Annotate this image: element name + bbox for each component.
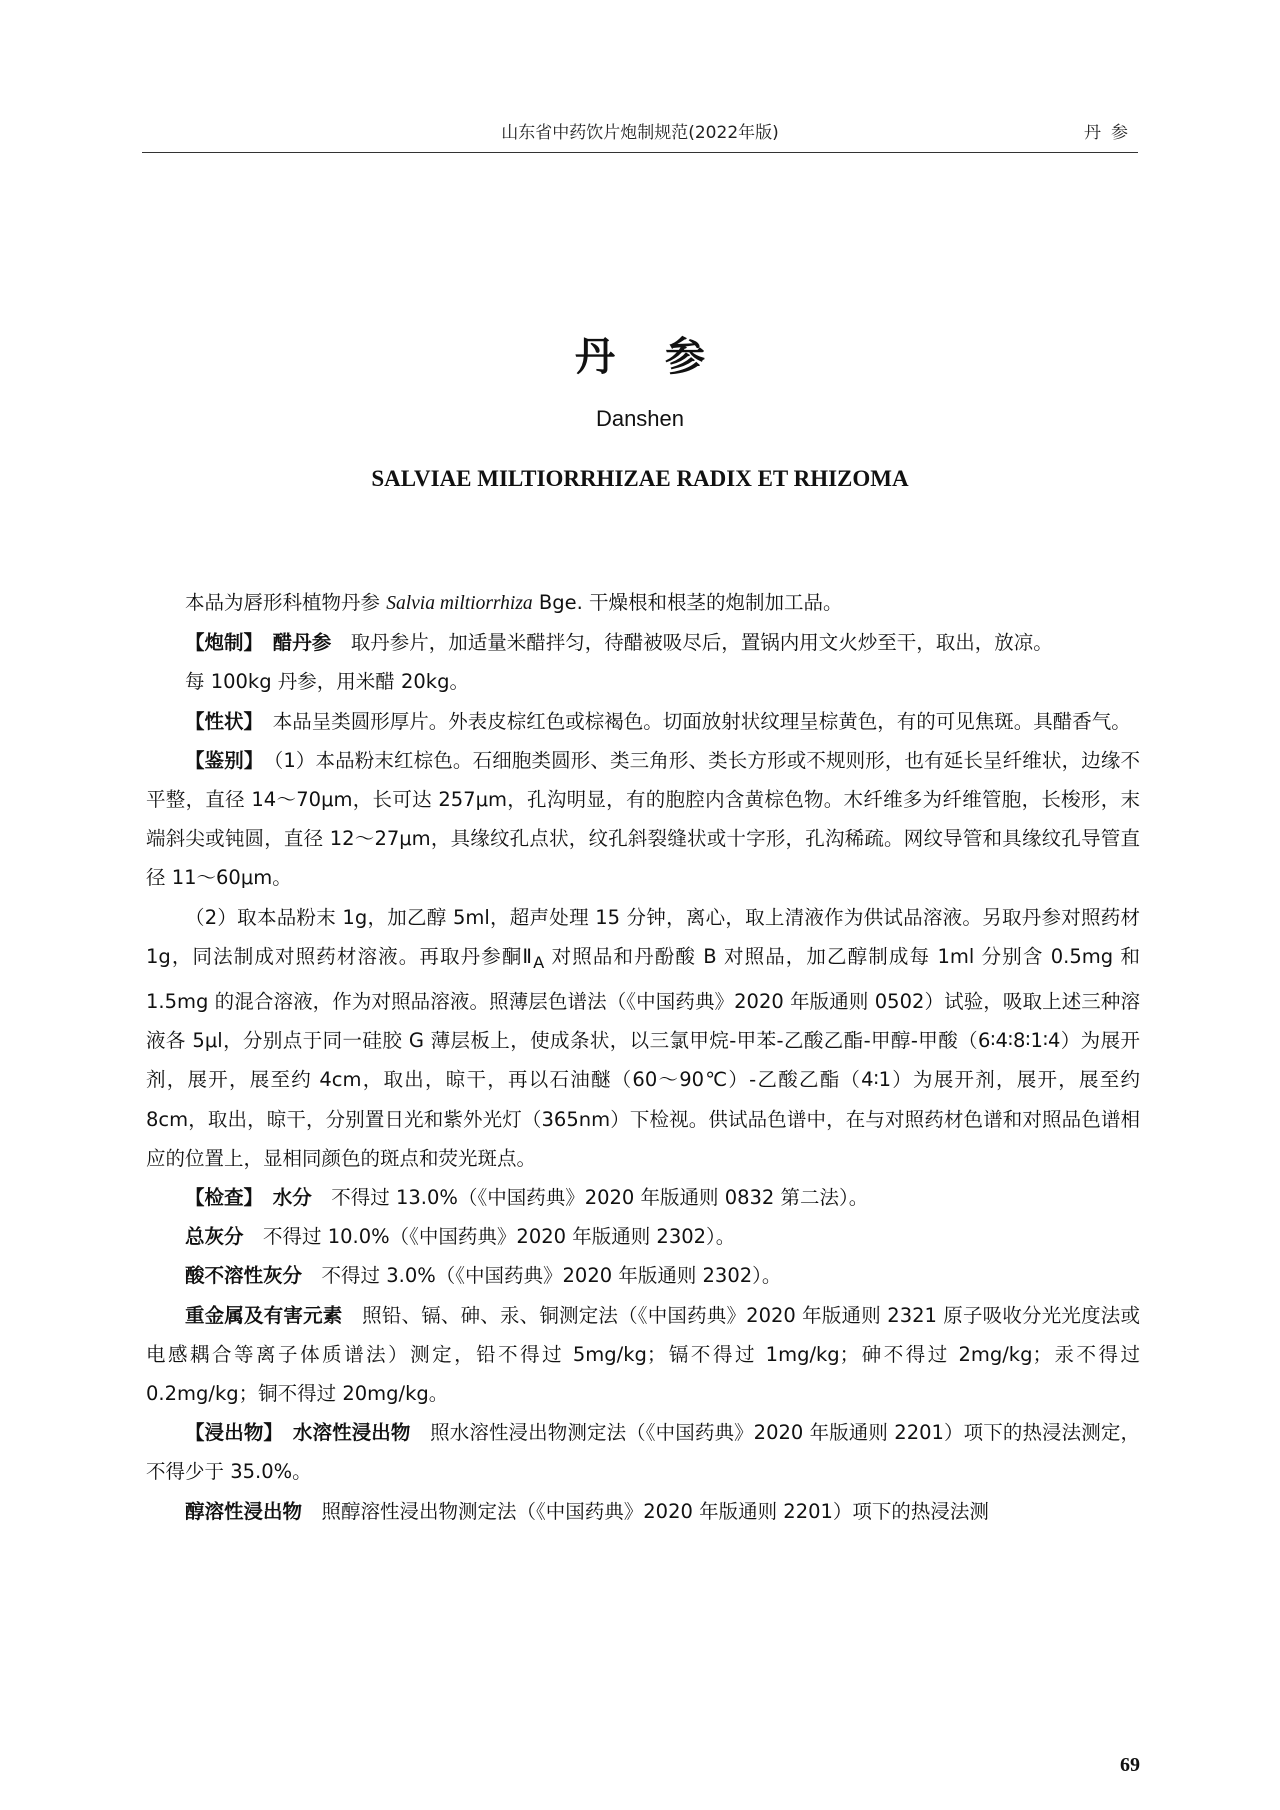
total-ash-text: 不得过 10.0%（《中国药典》2020 年版通则 2302）。	[243, 1225, 736, 1249]
description-text: 本品呈类圆形厚片。外表皮棕红色或棕褐色。切面放射状纹理呈棕黄色，有的可见焦斑。具醋香气。	[253, 709, 1131, 733]
acid-ash-term: 酸不溶性灰分	[185, 1264, 303, 1288]
intro-before: 本品为唇形科植物丹参	[185, 591, 387, 614]
monograph-pinyin: Danshen	[595, 406, 685, 431]
intro-paragraph	[146, 583, 1140, 623]
identification-paragraph-2	[146, 898, 1140, 1178]
extract-water	[146, 1413, 1140, 1491]
processing-ratio: 每 100kg 丹参，用米醋 20kg。	[185, 670, 469, 694]
running-head	[142, 112, 1138, 142]
identification-item-2a: （2）取本品粉末 1g，加乙醇 5ml，超声处理 15 分钟，离心，取上清液作为供试品溶液。另取丹参对照药材 1g，同法制成对照药材溶液。再取丹参酮Ⅱ	[146, 905, 1140, 968]
total-ash-term: 总灰分	[185, 1225, 244, 1249]
water-extract-term: 水溶性浸出物	[292, 1421, 411, 1445]
monograph-body	[146, 583, 1140, 1531]
intro-after: Bge. 干燥根和根茎的炮制加工品。	[532, 591, 843, 614]
processing-paragraph	[146, 623, 1140, 662]
examination-total-ash	[146, 1217, 1140, 1256]
examination-label: 【检查】	[185, 1185, 254, 1209]
description-label: 【性状】	[185, 709, 254, 733]
examination-metals	[146, 1296, 1140, 1414]
processing-label: 【炮制】	[185, 631, 254, 655]
extract-alcohol	[146, 1492, 1140, 1531]
monograph-latin-name: SALVIAE MILTIORRHIZAE RADIX ET RHIZOMA	[371, 466, 909, 491]
description-paragraph	[146, 702, 1140, 741]
examination-acid-ash	[146, 1256, 1140, 1295]
processing-text: 取丹参片，加适量米醋拌匀，待醋被吸尽后，置锅内用文火炒至干，取出，放凉。	[331, 631, 1053, 655]
alcohol-extract-term: 醇溶性浸出物	[185, 1499, 303, 1523]
identification-label: 【鉴别】	[185, 748, 254, 772]
alcohol-extract-text: 照醇溶性浸出物测定法（《中国药典》2020 年版通则 2201）项下的热浸法测	[302, 1499, 989, 1523]
identification-subscript: A	[533, 952, 545, 972]
species-name: Salvia miltiorrhiza	[386, 593, 533, 614]
acid-ash-text: 不得过 3.0%（《中国药典》2020 年版通则 2302）。	[302, 1264, 782, 1288]
water-extract-text: 照水溶性浸出物测定法（《中国药典》2020 年版通则 2201）项下的热浸法测定，不得少于 35.0%。	[146, 1421, 1140, 1484]
water-text: 不得过 13.0%（《中国药典》2020 年版通则 0832 第二法）。	[311, 1185, 869, 1209]
processing-term: 醋丹参	[272, 631, 332, 655]
running-section-title: 丹参	[1084, 123, 1138, 143]
water-term: 水分	[272, 1185, 312, 1209]
metals-term: 重金属及有害元素	[185, 1303, 343, 1327]
page-number: 69	[1120, 1754, 1140, 1776]
extract-label: 【浸出物】	[185, 1421, 274, 1445]
book-title: 山东省中药饮片炮制规范(2022年版)	[501, 123, 779, 143]
identification-item-2b: 对照品和丹酚酸 B 对照品，加乙醇制成每 1ml 分别含 0.5mg 和 1.5mg 的混合溶液，作为对照品溶液。照薄层色谱法（《中国药典》2020 年版通则 0502）试验，吸取上述三种溶液各 5μl，分别点于同一硅胶 G 薄层板上，使成条状，以三氯甲烷-甲苯-乙酸乙酯-甲醇-甲酸（6∶4∶8∶1∶4）为展开剂，展开，展至约 4cm，取出，晾干，再以石油醚（60～90℃）-乙酸乙酯（4∶1）为展开剂，展开，展至约 8cm，取出，晾干，分别置日光和紫外光灯（365nm）下检视。供试品色谱中，在与对照药材色谱和对照品色谱相应的位置上，显相同颜色的斑点和荧光斑点。	[146, 944, 1140, 1170]
examination-water	[146, 1178, 1140, 1217]
metals-text: 照铅、镉、砷、汞、铜测定法（《中国药典》2020 年版通则 2321 原子吸收分光光度法或电感耦合等离子体质谱法）测定，铅不得过 5mg/kg；镉不得过 1mg/kg；砷不得过 2mg/kg；汞不得过 0.2mg/kg；铜不得过 20mg/kg。	[146, 1303, 1140, 1405]
header-rule	[142, 152, 1138, 153]
identification-paragraph-1	[146, 741, 1140, 898]
monograph-title: 丹参	[575, 334, 755, 380]
identification-item-1: （1）本品粉末红棕色。石细胞类圆形、类三角形、类长方形或不规则形，也有延长呈纤维状，边缘不平整，直径 14～70μm，长可达 257μm，孔沟明显，有的胞腔内含黄棕色物。木纤维多为纤维管胞，长梭形，末端斜尖或钝圆，直径 12～27μm，具缘纹孔点状，纹孔斜裂缝状或十字形，孔沟稀疏。网纹导管和具缘纹孔导管直径 11～60μm。	[146, 748, 1140, 890]
